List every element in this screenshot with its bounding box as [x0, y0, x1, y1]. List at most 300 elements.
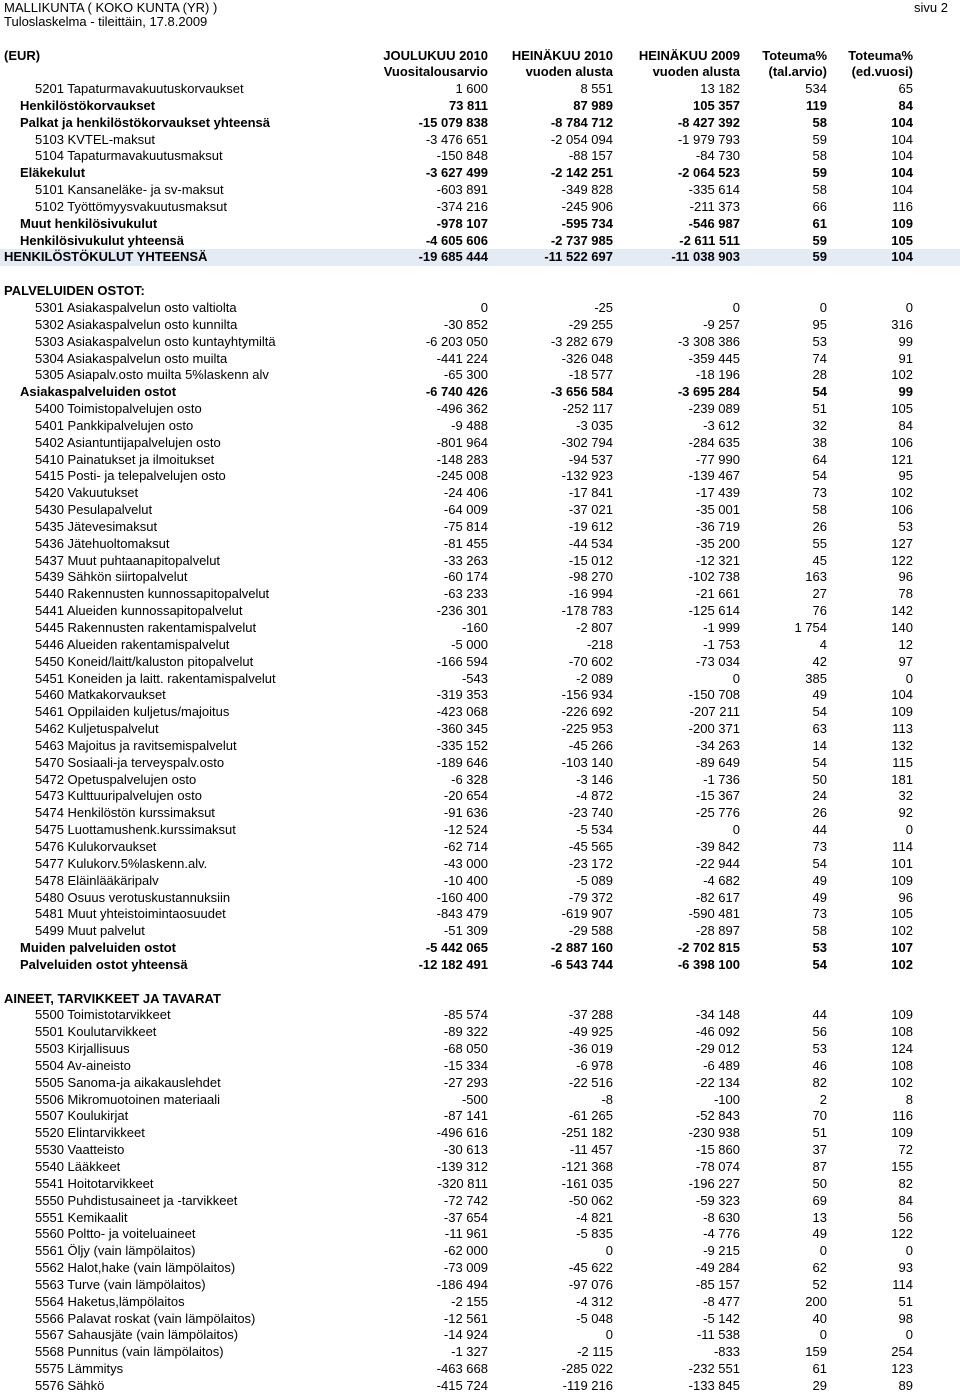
- pct-prev-year-value: 114: [892, 838, 913, 854]
- pct-budget-value: 54: [812, 704, 827, 720]
- account-row: [0, 654, 960, 671]
- pct-prev-year-value: 53: [898, 518, 913, 534]
- pct-prev-year-value: 123: [891, 1361, 913, 1377]
- pct-budget-value: 66: [812, 198, 827, 214]
- ytd-2009-value: -133 845: [688, 1377, 740, 1393]
- ytd-2010-value: -302 794: [561, 434, 613, 450]
- ytd-2009-value: -359 445: [688, 350, 740, 366]
- pct-prev-year-value: 181: [891, 771, 913, 787]
- budget-value: -62 714: [443, 838, 488, 854]
- budget-value: -87 141: [443, 1108, 488, 1124]
- account-row: [0, 1294, 960, 1311]
- column-header-pct-prev-year-line1: Toteuma%: [848, 48, 913, 63]
- account-row: [0, 81, 960, 98]
- ytd-2010-value: -37 021: [568, 502, 613, 518]
- account-row: [0, 317, 960, 334]
- pct-prev-year-value: 140: [891, 620, 913, 635]
- pct-budget-value: 26: [812, 518, 827, 534]
- ytd-2010-value: -45 266: [568, 737, 613, 753]
- subtotal-row: [0, 940, 960, 957]
- ytd-2009-value: -8 477: [703, 1293, 740, 1309]
- pct-prev-year-value: 104: [891, 687, 913, 703]
- row-label: 5450 Koneid/laitt/kaluston pitopalvelut: [35, 653, 254, 669]
- ytd-2010-value: -17 841: [568, 485, 613, 501]
- pct-budget-value: 49: [812, 1226, 827, 1242]
- ytd-2010-value: -121 368: [561, 1159, 613, 1174]
- budget-value: -150 848: [436, 148, 488, 164]
- column-header-2009-ytd-line1: HEINÄKUU 2009: [638, 48, 740, 63]
- column-header-pct-prev-year: [848, 48, 913, 80]
- budget-value: -423 068: [436, 704, 488, 720]
- column-header-pct-budget-line1: Toteuma%: [762, 48, 827, 63]
- row-label: 5304 Asiakaspalvelun osto muilta: [35, 350, 228, 366]
- budget-value: -73 009: [443, 1260, 488, 1276]
- budget-value: -85 574: [443, 1007, 488, 1023]
- pct-budget-value: 63: [812, 721, 827, 737]
- pct-prev-year-value: 106: [891, 502, 913, 518]
- ytd-2009-value: -232 551: [688, 1361, 740, 1377]
- budget-value: -15 334: [443, 1057, 488, 1073]
- row-label: 5576 Sähkö: [35, 1377, 105, 1393]
- ytd-2009-value: -34 263: [695, 737, 740, 753]
- pct-prev-year-value: 109: [891, 1125, 913, 1141]
- row-label: 5550 Puhdistusaineet ja -tarvikkeet: [35, 1192, 238, 1208]
- column-header-pct-budget: [762, 48, 827, 80]
- row-label: HENKILÖSTÖKULUT YHTEENSÄ: [4, 249, 208, 265]
- row-label: AINEET, TARVIKKEET JA TAVARAT: [4, 990, 221, 1006]
- ytd-2010-value: -5 534: [576, 822, 613, 838]
- account-row: [0, 704, 960, 721]
- ytd-2010-value: -251 182: [561, 1125, 613, 1141]
- ytd-2009-value: -9 215: [703, 1243, 740, 1259]
- account-row: [0, 1361, 960, 1378]
- ytd-2009-value: -3 612: [703, 417, 740, 433]
- ytd-2010-value: -2 807: [576, 620, 613, 635]
- account-row: [0, 1311, 960, 1328]
- ytd-2009-value: 13 182: [700, 81, 740, 96]
- pct-budget-value: 82: [812, 1074, 827, 1090]
- row-label: 5201 Tapaturmavakuutuskorvaukset: [35, 81, 244, 96]
- pct-budget-value: 38: [812, 434, 827, 450]
- row-label: 5104 Tapaturmavakuutusmaksut: [35, 148, 223, 164]
- ytd-2009-value: -284 635: [688, 434, 740, 450]
- ytd-2010-value: -98 270: [568, 569, 613, 585]
- ytd-2009-value: 105 357: [693, 97, 740, 113]
- pct-budget-value: 32: [812, 417, 827, 433]
- budget-value: -500: [461, 1091, 488, 1107]
- pct-budget-value: 58: [812, 923, 827, 939]
- ytd-2010-value: -36 019: [568, 1041, 613, 1057]
- budget-value: -189 646: [436, 754, 488, 770]
- row-label: 5305 Asiapalv.osto muilta 5%laskenn alv: [35, 367, 269, 383]
- ytd-2009-value: -11 038 903: [671, 249, 740, 265]
- pct-prev-year-value: 12: [898, 636, 913, 652]
- budget-value: -374 216: [436, 198, 488, 214]
- row-label: 5504 Av-aineisto: [35, 1057, 131, 1073]
- ytd-2010-value: -2 737 985: [550, 232, 613, 248]
- budget-value: -3 627 499: [425, 165, 488, 181]
- pct-prev-year-value: 78: [898, 586, 913, 602]
- budget-value: -68 050: [443, 1041, 488, 1057]
- ytd-2009-value: -8 427 392: [677, 114, 740, 130]
- pct-prev-year-value: 121: [891, 451, 913, 467]
- ytd-2009-value: -1 736: [703, 771, 740, 787]
- section-heading: [0, 283, 960, 300]
- pct-prev-year-value: 109: [891, 872, 913, 888]
- pct-prev-year-value: 104: [891, 131, 913, 147]
- pct-budget-value: 44: [812, 822, 827, 838]
- ytd-2009-value: 0: [732, 670, 740, 686]
- section-heading: [0, 991, 960, 1008]
- pct-prev-year-value: 104: [891, 165, 913, 181]
- budget-value: -72 742: [443, 1192, 488, 1208]
- pct-budget-value: 61: [812, 1361, 827, 1377]
- ytd-2009-value: -239 089: [688, 401, 740, 417]
- account-row: [0, 1024, 960, 1041]
- budget-value: -463 668: [436, 1361, 488, 1377]
- pct-prev-year-value: 96: [898, 569, 913, 585]
- ytd-2010-value: -94 537: [568, 451, 613, 467]
- ytd-2009-value: -36 719: [695, 518, 740, 534]
- ytd-2009-value: -59 323: [695, 1192, 740, 1208]
- ytd-2010-value: -252 117: [562, 401, 613, 417]
- pct-budget-value: 51: [812, 401, 827, 417]
- ytd-2009-value: -34 148: [695, 1007, 740, 1023]
- ytd-2010-value: -25: [594, 299, 613, 315]
- budget-value: -51 309: [443, 923, 488, 939]
- ytd-2010-value: -3 282 679: [550, 333, 613, 349]
- column-header-budget-line1: JOULUKUU 2010: [383, 48, 488, 63]
- account-row: [0, 603, 960, 620]
- pct-budget-value: 54: [812, 754, 827, 770]
- subtotal-row: [0, 233, 960, 250]
- ytd-2009-value: -78 074: [695, 1159, 740, 1174]
- row-label: 5451 Koneiden ja laitt. rakentamispalvelut: [35, 670, 276, 686]
- budget-value: -543: [461, 670, 488, 686]
- account-row: [0, 772, 960, 789]
- row-label: 5530 Vaatteisto: [35, 1142, 125, 1158]
- account-row: [0, 738, 960, 755]
- account-row: [0, 671, 960, 688]
- ytd-2010-value: 8 551: [580, 81, 613, 96]
- pct-budget-value: 4: [819, 636, 827, 652]
- account-row: [0, 367, 960, 384]
- ytd-2010-value: -6 978: [576, 1057, 613, 1073]
- pct-budget-value: 95: [812, 316, 827, 332]
- pct-budget-value: 73: [812, 485, 827, 501]
- account-row: [0, 300, 960, 317]
- row-label: 5477 Kulukorv.5%laskenn.alv.: [35, 855, 208, 871]
- ytd-2009-value: 0: [732, 299, 740, 315]
- pct-prev-year-value: 109: [891, 215, 913, 231]
- ytd-2010-value: -6 543 744: [550, 956, 613, 972]
- ytd-2010-value: -11 457: [569, 1142, 613, 1158]
- pct-budget-value: 50: [812, 1175, 827, 1191]
- ytd-2009-value: -8 630: [703, 1209, 740, 1225]
- account-row: [0, 1327, 960, 1344]
- pct-budget-value: 87: [812, 1159, 827, 1174]
- subtotal-row: [0, 165, 960, 182]
- account-row: [0, 1108, 960, 1125]
- ytd-2009-value: -2 064 523: [677, 165, 740, 181]
- row-label: 5445 Rakennusten rakentamispalvelut: [35, 620, 257, 635]
- ytd-2010-value: -5 835: [576, 1226, 613, 1242]
- ytd-2009-value: -200 371: [688, 721, 740, 737]
- pct-prev-year-value: 106: [891, 434, 913, 450]
- account-row: [0, 435, 960, 452]
- ytd-2009-value: -6 489: [703, 1057, 740, 1073]
- budget-value: -6 328: [451, 771, 488, 787]
- ytd-2010-value: -11 522 697: [544, 249, 613, 265]
- page-number: sivu 2: [914, 0, 948, 15]
- budget-value: -65 300: [443, 367, 488, 383]
- account-row: [0, 468, 960, 485]
- row-label: Palkat ja henkilöstökorvaukset yhteensä: [20, 114, 270, 130]
- ytd-2009-value: -35 200: [695, 535, 740, 551]
- budget-value: -37 654: [443, 1209, 488, 1225]
- row-label: 5435 Jätevesimaksut: [35, 518, 158, 534]
- pct-budget-value: 42: [812, 653, 827, 669]
- row-label: 5101 Kansaneläke- ja sv-maksut: [35, 182, 224, 198]
- spacer-row: [0, 266, 960, 283]
- ytd-2010-value: -2 054 094: [550, 131, 613, 147]
- ytd-2009-value: -18 196: [695, 367, 740, 383]
- pct-budget-value: 49: [812, 889, 827, 905]
- ytd-2009-value: -46 092: [695, 1024, 740, 1040]
- ytd-2010-value: -4 821: [576, 1209, 613, 1225]
- pct-budget-value: 50: [812, 771, 827, 787]
- row-label: 5560 Poltto- ja voiteluaineet: [35, 1226, 196, 1242]
- row-label: 5563 Turve (vain lämpölaitos): [35, 1276, 206, 1292]
- pct-prev-year-value: 102: [891, 956, 913, 972]
- account-row: [0, 788, 960, 805]
- pct-budget-value: 61: [812, 215, 827, 231]
- pct-prev-year-value: 316: [891, 316, 913, 332]
- ytd-2010-value: -44 534: [568, 535, 613, 551]
- budget-value: -19 685 444: [418, 249, 488, 265]
- account-row: [0, 1210, 960, 1227]
- row-label: 5481 Muut yhteistoimintaosuudet: [35, 906, 226, 922]
- row-label: 5440 Rakennusten kunnossapitopalvelut: [35, 586, 270, 602]
- row-label: 5441 Alueiden kunnossapitopalvelut: [35, 603, 243, 619]
- account-row: [0, 148, 960, 165]
- row-label: 5478 Eläinlääkäripalv: [35, 872, 159, 888]
- pct-prev-year-value: 93: [898, 1260, 913, 1276]
- account-row: [0, 1277, 960, 1294]
- budget-value: -319 353: [436, 687, 488, 703]
- row-label: 5551 Kemikaalit: [35, 1209, 128, 1225]
- account-row: [0, 1193, 960, 1210]
- ytd-2010-value: -15 012: [568, 552, 613, 568]
- row-label: 5400 Toimistopalvelujen osto: [35, 401, 202, 417]
- ytd-2010-value: -3 656 584: [550, 384, 613, 400]
- pct-budget-value: 163: [805, 569, 827, 585]
- ytd-2010-value: -18 577: [568, 367, 613, 383]
- pct-prev-year-value: 108: [891, 1024, 913, 1040]
- pct-budget-value: 44: [812, 1007, 827, 1023]
- ytd-2010-value: -2 115: [577, 1344, 613, 1360]
- account-row: [0, 452, 960, 469]
- ytd-2010-value: -97 076: [568, 1276, 613, 1292]
- budget-value: -5 000: [451, 636, 488, 652]
- budget-value: -4 605 606: [425, 232, 488, 248]
- ytd-2009-value: -2 702 815: [677, 940, 740, 956]
- row-label: 5474 Henkilöstön kurssimaksut: [35, 805, 215, 821]
- pct-budget-value: 54: [812, 468, 827, 484]
- row-label: 5415 Posti- ja telepalvelujen osto: [35, 468, 226, 484]
- row-label: 5500 Toimistotarvikkeet: [35, 1007, 171, 1023]
- pct-prev-year-value: 104: [891, 182, 913, 198]
- pct-prev-year-value: 51: [898, 1293, 913, 1309]
- pct-prev-year-value: 105: [891, 906, 913, 922]
- pct-prev-year-value: 92: [898, 805, 913, 821]
- account-row: [0, 687, 960, 704]
- column-header-budget-line2: Vuositalousarvio: [383, 64, 488, 79]
- column-header-2009-ytd: [639, 48, 740, 80]
- pct-prev-year-value: 114: [892, 1276, 913, 1292]
- pct-prev-year-value: 95: [898, 468, 913, 484]
- pct-prev-year-value: 107: [891, 940, 913, 956]
- row-label: Henkilöstökorvaukset: [20, 97, 156, 113]
- pct-budget-value: 0: [819, 1243, 827, 1259]
- pct-prev-year-value: 82: [898, 1175, 913, 1191]
- budget-value: -186 494: [436, 1276, 488, 1292]
- pct-budget-value: 14: [812, 737, 827, 753]
- account-row: [0, 519, 960, 536]
- account-row: [0, 755, 960, 772]
- budget-value: 1 600: [455, 81, 488, 96]
- row-label: 5436 Jätehuoltomaksut: [35, 535, 170, 551]
- subtotal-row: [0, 216, 960, 233]
- ytd-2010-value: -37 288: [568, 1007, 613, 1023]
- account-row: [0, 1058, 960, 1075]
- budget-value: -978 107: [436, 215, 488, 231]
- ytd-2009-value: -39 842: [695, 838, 740, 854]
- ytd-2009-value: -3 308 386: [677, 333, 740, 349]
- subtotal-row: [0, 115, 960, 132]
- ytd-2010-value: -245 906: [561, 198, 613, 214]
- ytd-2010-value: -3 035: [576, 417, 613, 433]
- pct-budget-value: 200: [805, 1293, 827, 1309]
- ytd-2009-value: -100: [713, 1091, 740, 1107]
- report-subtitle: Tuloslaskelma - tileittäin, 17.8.2009: [4, 14, 208, 29]
- ytd-2009-value: -546 987: [688, 215, 740, 231]
- pct-prev-year-value: 113: [892, 721, 913, 737]
- ytd-2010-value: -4 312: [576, 1293, 613, 1309]
- pct-prev-year-value: 115: [892, 754, 913, 770]
- pct-prev-year-value: 104: [891, 114, 913, 130]
- ytd-2009-value: -590 481: [688, 906, 740, 922]
- row-label: 5401 Pankkipalvelujen osto: [35, 417, 194, 433]
- row-label: 5420 Vakuutukset: [35, 485, 139, 501]
- row-label: 5506 Mikromuotoinen materiaali: [35, 1091, 220, 1107]
- pct-prev-year-value: 84: [898, 1192, 913, 1208]
- budget-value: -24 406: [443, 485, 488, 501]
- pct-budget-value: 69: [812, 1192, 827, 1208]
- ytd-2009-value: -196 227: [688, 1175, 740, 1191]
- ytd-2010-value: -45 622: [568, 1260, 613, 1276]
- row-label: 5562 Halot,hake (vain lämpölaitos): [35, 1260, 236, 1276]
- ytd-2010-value: -29 255: [568, 316, 613, 332]
- ytd-2010-value: -132 923: [561, 468, 613, 484]
- account-row: [0, 586, 960, 603]
- budget-value: -5 442 065: [425, 940, 488, 956]
- account-row: [0, 553, 960, 570]
- row-label: 5446 Alueiden rakentamispalvelut: [35, 636, 230, 652]
- row-label: 5462 Kuljetuspalvelut: [35, 721, 159, 737]
- pct-budget-value: 73: [812, 838, 827, 854]
- row-label: 5463 Majoitus ja ravitsemispalvelut: [35, 737, 237, 753]
- ytd-2009-value: -1 753: [703, 636, 740, 652]
- account-row: [0, 1092, 960, 1109]
- row-label: 5520 Elintarvikkeet: [35, 1125, 145, 1141]
- budget-value: -27 293: [443, 1074, 488, 1090]
- row-label: 5460 Matkakorvaukset: [35, 687, 166, 703]
- column-header-2010-ytd-line1: HEINÄKUU 2010: [511, 48, 613, 63]
- ytd-2009-value: -3 695 284: [677, 384, 740, 400]
- pct-prev-year-value: 127: [891, 535, 913, 551]
- ytd-2010-value: -225 953: [561, 721, 613, 737]
- budget-value: 73 811: [448, 97, 488, 113]
- ytd-2010-value: -50 062: [568, 1192, 613, 1208]
- pct-budget-value: 76: [812, 603, 827, 619]
- account-row: [0, 637, 960, 654]
- account-row: [0, 1243, 960, 1260]
- account-row: [0, 1125, 960, 1142]
- ytd-2009-value: -82 617: [695, 889, 740, 905]
- pct-prev-year-value: 0: [905, 670, 913, 686]
- ytd-2009-value: -11 538: [696, 1327, 740, 1343]
- budget-value: -6 740 426: [425, 384, 488, 400]
- pct-budget-value: 58: [812, 148, 827, 164]
- pct-budget-value: 49: [812, 687, 827, 703]
- pct-budget-value: 24: [812, 788, 827, 804]
- account-row: [0, 182, 960, 199]
- ytd-2010-value: -5 089: [576, 872, 613, 888]
- budget-value: -3 476 651: [425, 131, 488, 147]
- pct-prev-year-value: 102: [891, 367, 913, 383]
- account-row: [0, 1260, 960, 1277]
- ytd-2010-value: 87 989: [573, 97, 613, 113]
- account-row: [0, 721, 960, 738]
- ytd-2009-value: -89 649: [695, 754, 740, 770]
- ytd-2010-value: -3 146: [576, 771, 613, 787]
- ytd-2010-value: -8 784 712: [550, 114, 613, 130]
- ytd-2009-value: -9 257: [703, 316, 740, 332]
- pct-budget-value: 29: [812, 1377, 827, 1393]
- budget-value: -441 224: [436, 350, 488, 366]
- budget-value: -843 479: [436, 906, 488, 922]
- ytd-2009-value: -15 367: [695, 788, 740, 804]
- budget-value: -6 203 050: [425, 333, 488, 349]
- budget-value: -2 155: [451, 1293, 488, 1309]
- budget-value: -160 400: [436, 889, 488, 905]
- row-label: Asiakaspalveluiden ostot: [20, 384, 177, 400]
- budget-value: -63 233: [443, 586, 488, 602]
- budget-value: -496 616: [436, 1125, 488, 1141]
- row-label: 5480 Osuus verotuskustannuksiin: [35, 889, 231, 905]
- budget-value: -33 263: [443, 552, 488, 568]
- pct-budget-value: 53: [812, 940, 827, 956]
- account-row: [0, 923, 960, 940]
- ytd-2009-value: -125 614: [688, 603, 740, 619]
- budget-value: -603 891: [436, 182, 488, 198]
- account-row: [0, 1344, 960, 1361]
- ytd-2010-value: -103 140: [561, 754, 613, 770]
- pct-prev-year-value: 102: [891, 923, 913, 939]
- pct-prev-year-value: 8: [905, 1091, 913, 1107]
- account-row: [0, 906, 960, 923]
